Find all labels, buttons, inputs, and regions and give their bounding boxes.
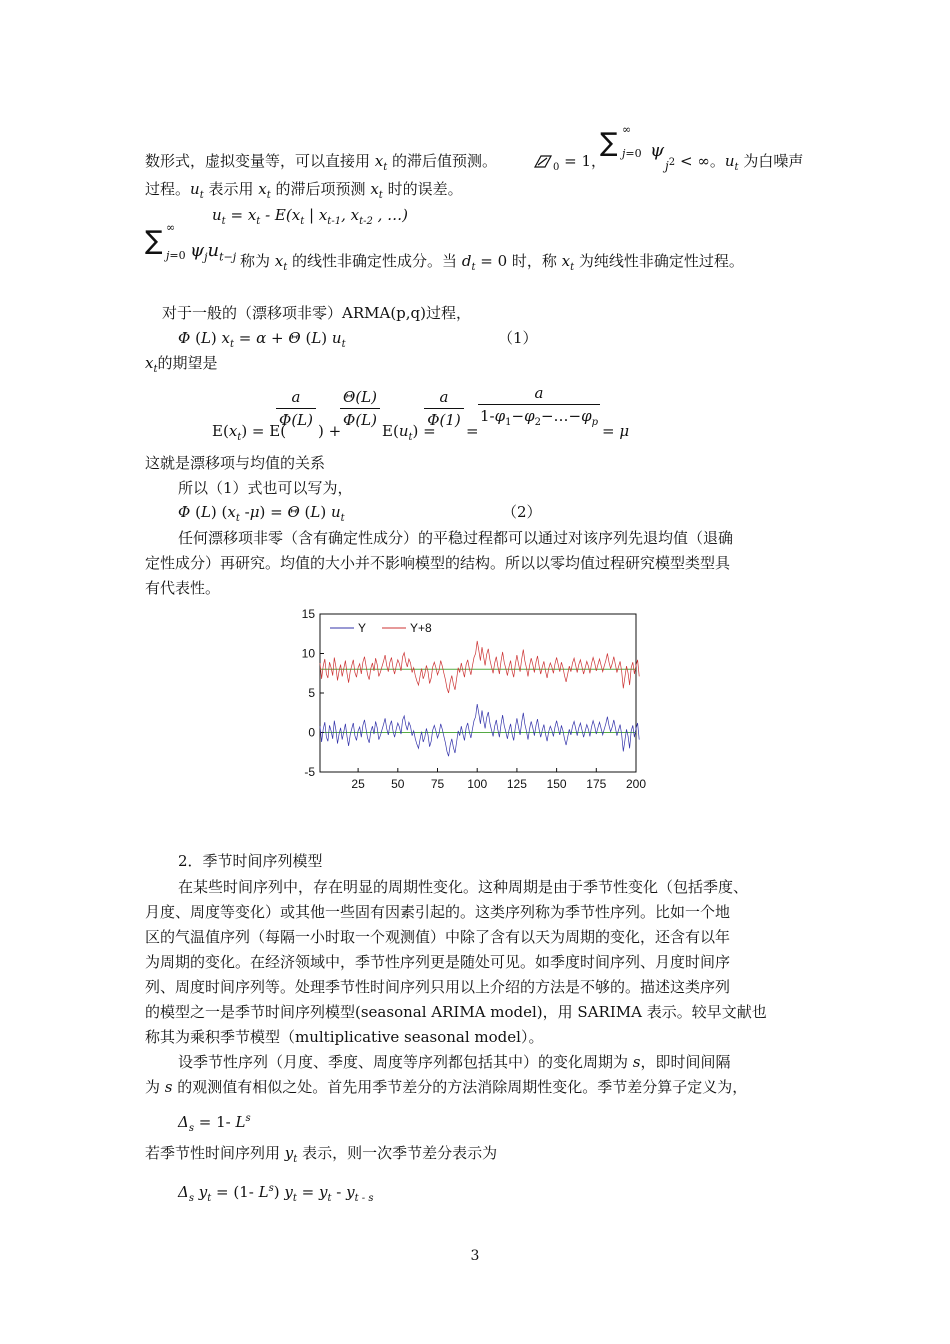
x-tick-label: 50: [391, 777, 405, 791]
y-tick-label: 5: [308, 686, 315, 700]
paragraph-drift-mean: 这就是漂移项与均值的关系: [145, 454, 326, 472]
paragraph-line-1: 数形式，虚拟变量等，可以直接用 $x_t$ 的滞后值预测。: [145, 152, 498, 173]
equation-2-label: （2）: [502, 503, 542, 521]
psi0-equals-one: $_0$ = 1，: [533, 150, 606, 179]
equation-ut: $u_t = x_t - E(x_t$ | $x_{t-1}$, $x_{t-2}$ , …): [212, 206, 408, 227]
chart-root: [302, 607, 647, 791]
x-tick-label: 150: [546, 777, 567, 791]
equation-1-label: （1）: [498, 329, 538, 347]
fraction-a-over-phi1: a Φ(1): [424, 388, 464, 429]
paragraph-seasonal-4: 为周期的变化。在经济领域中，季节性序列更是随处可见。如季度时间序列、月度时间序: [145, 953, 731, 971]
x-tick-label: 200: [625, 777, 647, 791]
y-tick-label: 0: [308, 725, 315, 740]
paragraph-arma: 对于一般的（漂移项非零）ARMA(p,q)过程，: [162, 304, 471, 322]
paragraph-line-2: 过程。$u_t$ 表示用 $x_t$ 的滞后项预测 $x_t$ 时的误差。: [145, 180, 463, 201]
y-tick-label: 10: [301, 646, 315, 661]
paragraph-period-2: 为 s 的观测值有相似之处。首先用季节差分的方法消除周期性变化。季节差分算子定义为，: [145, 1078, 748, 1096]
text-span: 的滞后值预测。: [387, 152, 498, 170]
x-tick-label: 175: [586, 777, 607, 791]
paragraph-seasonal-1: 在某些时间序列中，存在明显的周期性变化。这种周期是由于季节性变化（包括季度、: [178, 878, 749, 896]
equation-2: Φ (L) ($x_t$ -μ) = Θ (L) $u_t$: [178, 503, 345, 524]
paragraph-line-3: 称为 $x_t$ 的线性非确定性成分。当 $d_t = 0$ 时，称 $x_t$ 为纯线性非确定性过程。: [240, 252, 744, 273]
paragraph-demean-3: 有代表性。: [145, 579, 221, 597]
y-tick-label: 15: [301, 607, 315, 621]
x-tick-label: 25: [351, 777, 365, 791]
x-tick-label: 125: [506, 777, 527, 791]
text-span: 数形式，虚拟变量等，可以直接用: [145, 152, 375, 170]
sum-symbol: ∑: [145, 226, 163, 256]
text-span: < ∞。: [680, 152, 725, 170]
legend-label: Y: [358, 621, 367, 635]
sum-symbol: ∑: [600, 128, 618, 158]
paragraph-seasonal-6: 的模型之一是季节时间序列模型(seasonal ARIMA model)，用 SARIMA 表示。较早文献也: [145, 1003, 767, 1021]
paragraph-seasonal-7: 称其为乘积季节模型（multiplicative seasonal model）。: [145, 1028, 544, 1046]
equation-1: Φ (L) $x_t = \alpha + \Theta$ (L) $u_t$: [178, 329, 346, 350]
plot-frame: [320, 614, 636, 772]
paragraph-seasonal-2: 月度、周度等变化）或其他一些固有因素引起的。这类序列称为季节性序列。比如一个地: [145, 903, 731, 921]
x-tick-label: 75: [430, 777, 445, 791]
series-line-y: [320, 704, 639, 756]
paragraph-seasonal-series: 若季节性时间序列用 $y_t$ 表示，则一次季节差分表示为: [145, 1144, 498, 1165]
x-tick-label: 100: [467, 777, 488, 791]
paragraph-demean-2: 定性成分）再研究。均值的大小并不影响模型的结构。所以以零均值过程研究模型类型具: [145, 554, 731, 572]
paragraph-demean-1: 任何漂移项非零（含有确定性成分）的平稳过程都可以通过对该序列先退均值（退确: [178, 529, 734, 547]
equation-seasonal-diff: $\Delta_s$ $y_t = (1-$ $L^s$) $y_t = y_t - y_{t - s}$: [178, 1183, 374, 1204]
paragraph-period-1: 设季节性序列（月度、季度、周度等序列都包括其中）的变化周期为 s，即时间间隔: [178, 1053, 731, 1071]
text-span: = 1，: [559, 152, 607, 170]
equation-seasonal-diff-operator: $\Delta_s = 1-$ $L^s$: [178, 1113, 251, 1134]
y-tick-label: -5: [304, 765, 315, 779]
time-series-chart: [296, 604, 656, 804]
text-span: 为白噪声: [738, 152, 804, 170]
paragraph-rewrite: 所以（1）式也可以写为，: [178, 479, 353, 497]
series-line-yplus8: [320, 641, 639, 693]
page-number: 3: [470, 1248, 480, 1264]
fraction-a-over-phiL: a Φ(L): [276, 388, 316, 429]
fraction-a-over-sum-phi: a $1-\varphi_1-\varphi_2-\dots-\varphi_p$: [479, 384, 599, 428]
expectation-formula-start: $E(x_t) = E$(: [212, 422, 287, 443]
equation-ut-rhs: = $x_t - E(x_t$ | $x_{t-1}$, $x_{t-2}$ , …): [230, 206, 408, 227]
legend-label: Y+8: [410, 621, 432, 635]
paragraph-seasonal-3: 区的气温值序列（每隔一小时取一个观测值）中除了含有以天为周期的变化，还含有以年: [145, 928, 731, 946]
section-heading: 2．季节时间序列模型: [178, 852, 323, 870]
psi-symbol-icon: [533, 153, 553, 169]
fraction-thetaL-over-phiL: Θ(L) Φ(L): [340, 388, 380, 429]
paragraph-expectation: $x_t$的期望是: [145, 354, 218, 375]
paragraph-seasonal-5: 列、周度时间序列等。处理季节性时间序列只用以上介绍的方法是不够的。描述这类序列: [145, 978, 731, 996]
